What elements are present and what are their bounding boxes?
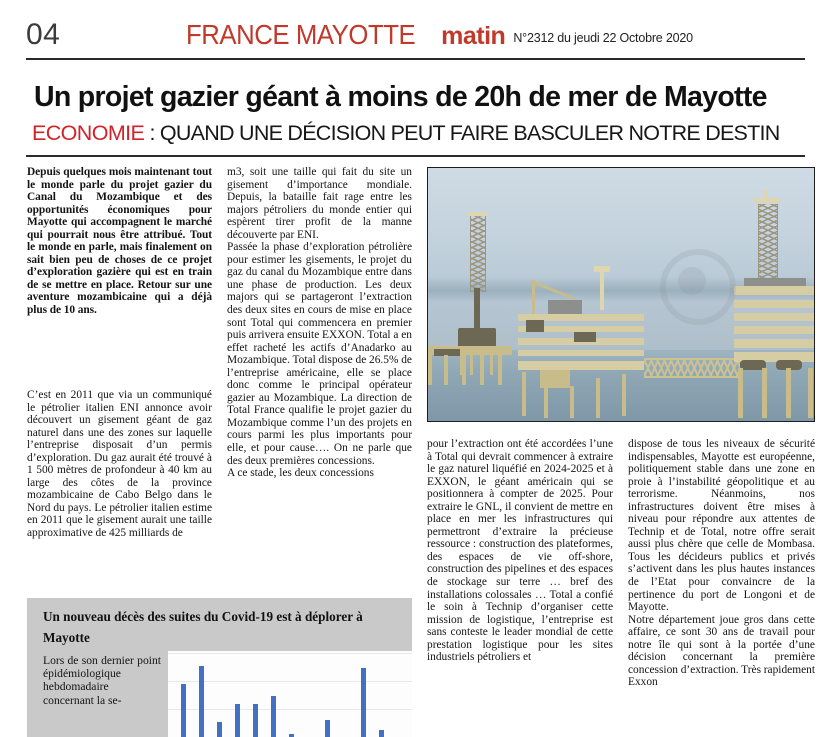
masthead-title-sub: matin xyxy=(441,22,506,50)
article-column-2 xyxy=(227,166,412,480)
paragraph: Depuis quelques mois maintenant tout le monde parle du projet gazier du Canal du Mozambique et des opportunités économiques pour Mayotte qui accompagnent le marché qui pourrait nous être attribué. Tout le monde en parle, mais finalement on sait bien peu de choses de ce projet d’exploration gazière qui est en train de se mettre en place. Retour sur une aventure mozambicaine qui a déjà plus de 10 ans. xyxy=(27,166,212,317)
masthead-title xyxy=(186,21,693,49)
chart-bar-slot xyxy=(390,651,408,737)
chart-plot-area xyxy=(168,651,412,737)
chart-bar-slot xyxy=(210,651,228,737)
chart-bar xyxy=(271,696,276,737)
covid-headline: Un nouveau décès des suites du Covid-19 est à déplorer à Mayotte xyxy=(43,609,363,645)
chart-bar xyxy=(181,684,186,737)
chart-bar xyxy=(253,704,258,737)
rig-left xyxy=(456,216,498,366)
covid-body-text: Lors de son dernier point épidémiologique hebdomadaire concernant la se- xyxy=(43,654,161,707)
chart-bar xyxy=(235,704,240,737)
article-subhead-text: : QUAND UNE DÉCISION PEUT FAIRE BASCULER NOTRE DESTIN xyxy=(144,121,780,145)
rig-bridge xyxy=(644,358,740,378)
headline-divider xyxy=(26,155,805,157)
paragraph: pour l’extraction ont été accordées l’une à Total qui devrait commencer à extraire le gaz naturel liquéfié en 2024-2025 et à EXXON, le géant américain qui se positionnera à compter de 2025. Pour extraire le GNL, il convient de mettre en place en mer les infrastructures qui permettront d’extraire la précieuse ressource : construction des plateformes, des espaces de vie off-shore, construction des pipelines et des espaces de stockage sur terre … bref des installations colossales … Total a confié le soin à Technip d’organiser cette mission de logistique, l’entreprise est sans conteste le leader mondial de cette prestation logistique pour les sites industriels pétroliers et xyxy=(427,438,613,664)
chart-bar-slot xyxy=(300,651,318,737)
chart-bar-slot xyxy=(192,651,210,737)
chart-bar-slot xyxy=(228,651,246,737)
paragraph: m3, soit une taille qui fait du site un gisement d’importance mondiale. Depuis, la bataille fait rage entre les majors pétroliers du monde entier qui espèrent tirer profit de la manne découverte par ENI. xyxy=(227,166,412,241)
watermark-logo-icon xyxy=(660,249,724,313)
chart-bar xyxy=(379,730,384,737)
article-column-1-lead xyxy=(27,166,212,317)
chart-bar xyxy=(361,668,366,737)
chart-bar-slot xyxy=(354,651,372,737)
article-kicker: ECONOMIE xyxy=(32,121,145,145)
chart-bar-slot xyxy=(246,651,264,737)
chart-bar-slot xyxy=(318,651,336,737)
article-headline: Un projet gazier géant à moins de 20h de mer de Mayotte xyxy=(34,81,767,113)
article-photo xyxy=(427,167,815,422)
chart-bar xyxy=(199,666,204,737)
rig-right xyxy=(728,204,815,419)
article-column-1-body xyxy=(27,389,212,540)
chart-bar-slot xyxy=(264,651,282,737)
chart-bar xyxy=(289,734,294,737)
paragraph: dispose de tous les niveaux de sécurité indispensables, Mayotte est européenne, politiquement stable dans une zone en proie à l’instabilité géopolitique et au terrorisme. Néanmoins, nos infrastructures doivent être mises à niveau pour répondre aux attentes de Technip et de Total, notre offre serait aussi plus chère que celle de Mombasa. Tous les décideurs publics et privés s’activent dans les plus hautes instances de l’Etat pour convaincre de la pertinence du port de Longoni et de Mayotte. xyxy=(628,438,815,614)
paragraph: Passée la phase d’exploration pétrolière pour estimer les gisements, le projet du gaz du canal du Mozambique entre dans une phase de production. Les deux majors qui se partageront l’extraction des deux sites en cours de mise en place sont Total qui commencera en premier puis arrivera ensuite EXXON. Total a en effet racheté les actifs d’Anadarko au Mozambique. Total dispose de 26.5% de l’entreprise américaine, elle se place donc comme le principal opérateur gazier au Mozambique. La direction de Total France qualifie le projet gazier du Mozambique comme l’un des projets en cours parmi les plus importants pour elle, et pour cause…. On ne parle que des deux premières concessions. xyxy=(227,241,412,467)
masthead-title-main: FRANCE MAYOTTE xyxy=(186,19,416,50)
offshore-platform-image xyxy=(428,168,814,421)
article-column-4 xyxy=(628,438,815,689)
chart-bar-slot xyxy=(336,651,354,737)
paragraph: Notre département joue gros dans cette affaire, ce sont 30 ans de travail pour notre île qui sont à la portée d’une décision concernant la première concession d’extraction. Très rapidement Exxon xyxy=(628,613,815,689)
article-column-3 xyxy=(427,438,613,664)
chart-bar-slot xyxy=(282,651,300,737)
covid-sidebar-box xyxy=(27,598,412,737)
page-number: 04 xyxy=(26,18,61,51)
chart-bar-slot xyxy=(372,651,390,737)
paragraph: A ce stade, les deux concessions xyxy=(227,467,374,480)
chart-bars xyxy=(168,651,412,737)
covid-bar-chart xyxy=(168,651,412,737)
paragraph: C’est en 2011 que via un communiqué le pétrolier italien ENI annonce avoir découvert un gisement géant de gaz naturel dans une des zones sur laquelle l’entreprise disposait d’un permis d’exploration. Du gaz aurait été trouvé à 1 500 mètres de profondeur à 40 km au large des côtes de la province mozambicaine de Cabo Belgo dans le Nord du pays. Le pétrolier italien estime en 2011 que le gisement aurait une taille approximative de 425 milliards de xyxy=(27,389,212,540)
rig-central xyxy=(514,278,648,418)
article-subhead xyxy=(32,122,827,146)
rig-far-left xyxy=(427,346,512,406)
masthead xyxy=(0,0,831,62)
chart-bar-slot xyxy=(174,651,192,737)
masthead-divider xyxy=(26,58,805,60)
chart-bar xyxy=(217,722,222,737)
masthead-issue-date: N°2312 du jeudi 22 Octobre 2020 xyxy=(513,31,693,45)
chart-bar xyxy=(325,720,330,737)
